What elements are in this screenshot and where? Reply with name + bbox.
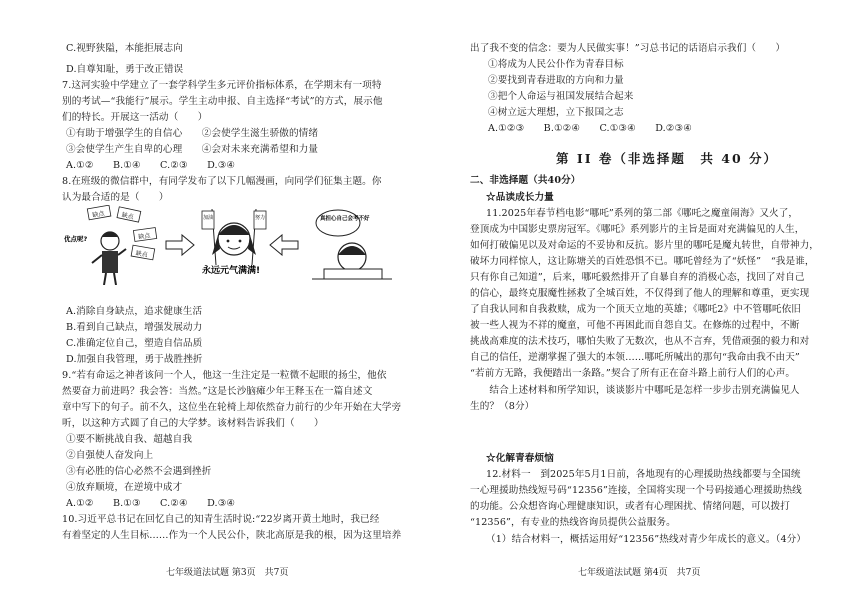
question-7-choices: A.①② B.①④ C.②③ D.③④	[66, 160, 236, 171]
arrow-right-icon	[166, 235, 194, 255]
topic-heading: ☆品读成长力量	[486, 192, 554, 203]
question-11-line: “若前方无路，我便踏出一条路。”契合了所有正在奋斗路上前行人们的心声。	[470, 368, 796, 379]
question-12-line: 一心理援助热线短号码“12356”连接，全国将实现一个号码接通心理援助热线	[470, 485, 802, 496]
thought-bubble-text	[320, 214, 370, 222]
question-11-line: 自己的信任，逆潮掌握了强大的本领……哪吒所喊出的那句“我命由我不由天”	[470, 352, 800, 363]
question-7-option: ③会使学生产生自卑的心理 ④会对未来充满希望和力量	[66, 144, 319, 155]
topic-heading: ☆化解青春烦恼	[486, 453, 554, 464]
question-12-subquestion: （1）结合材料一，概括运用好“12356”热线对青少年成长的意义。（4分）	[486, 534, 807, 545]
thought-bubble-text: 真担心自己会考不好	[320, 216, 370, 222]
question-8-option: D.加强自我管理，勇于战胜挫折	[66, 354, 203, 365]
comic-tag-text: 缺点	[135, 249, 149, 259]
question-11-prompt: 结合上述材料和所学知识，谈谈影片中哪吒是怎样一步步击别充满偏见人	[470, 385, 800, 396]
question-11-line: 的信心，最终克服魔性拯救了全城百姓，不仅得到了他人的理解和尊重，更实现	[470, 288, 810, 299]
question-7-line: 们的特长。开展这一活动（ ）	[62, 112, 208, 123]
comic-illustration	[62, 205, 407, 285]
question-8-line: 认为最合适的是（ ）	[62, 192, 169, 203]
question-8-option: C.准确定位自己，塑造自信品质	[66, 338, 203, 349]
question-8-option: A.消除自身缺点，追求健康生活	[66, 306, 203, 317]
question-7-line: 别的考试—“我能行”展示。学生主动申报、自主选择“考试”的方式，展示他	[62, 96, 383, 107]
question-10-line: 10.习近平总书记在回忆自己的知青生活时说:“22岁离开黄土地时，我已经	[62, 514, 380, 525]
question-9-choices: A.①② B.①③ C.②④ D.③④	[66, 498, 236, 509]
question-12-line: 12.材料一 到2025年5月1日前，各地现有的心理援助热线都要与全国统	[486, 469, 801, 480]
question-9-option: ②自强使人奋发向上	[66, 450, 154, 461]
question-10-option: ③把个人命运与祖国发展结合起来	[488, 91, 634, 102]
comic-tag-text: 缺点	[120, 211, 135, 221]
right-page-footer: 七年级道法试题 第4页 共7页	[578, 568, 701, 578]
question-8-line: 8.在班级的微信群中，有同学发布了以下几幅漫画，向同学们征集主题。你	[62, 176, 382, 187]
question-10-continued: 出了我不变的信念：要为人民做实事！”习总书记的话语启示我们（ ）	[470, 43, 786, 54]
section-subheading: 二、非选择题（共40分）	[470, 175, 581, 186]
question-9-line: 听，以这种方式圆了自己的大学梦。该材料告诉我们（ ）	[62, 418, 324, 429]
comic-caption: 永远元气满满!	[202, 266, 261, 276]
question-11-line: 11.2025年春节档电影“哪吒”系列的第二部《哪吒之魔童闹海》又火了，	[486, 208, 799, 219]
left-line: D.自尊知耻，勇于改正错误	[66, 64, 184, 75]
question-9-option: ③有必胜的信心必然不会遇到挫折	[66, 466, 212, 477]
question-11-line: 破坏力同样惊人，这让陈塘关的百姓恐惧不已。哪吒曾经为了“妖怪” “我是谁，	[470, 256, 815, 267]
question-10-option: ①将成为人民公仆作为青春目标	[488, 59, 624, 70]
question-11-line: 了自我认同和自我救赎，成为一个顶天立地的英雄；《哪吒2》中不管哪吒依旧	[470, 304, 801, 315]
arrow-left-icon	[270, 235, 298, 255]
left-page-footer: 七年级道法试题 第3页 共7页	[166, 568, 289, 578]
question-9-line: 章中写下的句子。前不久，这位坐在轮椅上却依然奋力前行的少年开始在大学旁	[62, 402, 402, 413]
flag-text-right: 努力	[255, 215, 266, 221]
question-11-line: 被一些人视为不祥的魔童，可他不再困此而自怨自艾。在修炼的过程中，不断	[470, 320, 800, 331]
comic-tag-text: 缺点	[137, 232, 151, 241]
question-9-option: ①要不断挑战自我、超越自我	[66, 434, 193, 445]
question-11-line: 如何打破偏见以及对命运的不妥协和反抗。影片里的哪吒是魔丸转世，自带神力，	[470, 240, 819, 251]
question-10-line: 有着坚定的人生目标……作为一个人民公仆，陕北高原是我的根，因为这里培养	[62, 530, 402, 541]
question-7-line: 7.这河实验中学建立了一套学科学生多元评价指标体系，在学期末有一项特	[62, 80, 382, 91]
question-10-option: ②要找到青春进取的方向和力量	[488, 75, 624, 86]
question-12-line: “12356”，有专业的热线咨询员提供公益服务。	[470, 517, 676, 528]
flag-text-left: 加油	[203, 215, 214, 221]
question-10-choices: A.①②③ B.①②④ C.①③④ D.②③④	[488, 123, 692, 134]
question-11-prompt: 生的？（8分）	[470, 401, 535, 412]
comic-speech-text: 优点呢?	[64, 235, 88, 243]
question-11-line: 挑战高难度的法术技巧，哪怕失败了无数次，也从不言弃，凭借顽强的毅力和对	[470, 336, 810, 347]
section-title: 第 II 卷（非选择题 共 40 分）	[556, 151, 778, 166]
question-12-line: 的功能。公众想咨询心理健康知识，或者有心理困扰、情绪问题，可以拨打	[470, 501, 790, 512]
person-figure-icon	[92, 232, 126, 285]
question-9-option: ④放弃顺境，在逆境中成才	[66, 482, 183, 493]
left-line: C.视野狭隘，本能拒展志向	[66, 43, 183, 54]
comic-tag-text: 缺点	[91, 210, 105, 220]
question-8-option: B.看到自己缺点，增强发展动力	[66, 322, 203, 333]
question-11-line: 登顶成为中国影史票房冠军。《哪吒》系列影片的主旨是面对充满偏见的人生，	[470, 224, 805, 235]
question-9-line: 然要奋力前进吗？我会答：当然。”这是长沙脑瘫少年王释玉在一篇自述文	[62, 386, 373, 397]
question-10-option: ④树立远大理想，立下报国之志	[488, 107, 624, 118]
question-11-line: 只有你自己知道”，后来，哪吒毅然排开了自暴自弃的消极心态，找回了对自己	[470, 272, 805, 283]
question-9-line: 9.“若有命运之神者该问一个人，他这一生注定是一粒微不起眼的扬尘，他依	[62, 370, 387, 381]
question-7-option: ①有助于增强学生的自信心 ②会使学生滋生骄傲的情绪	[66, 128, 319, 139]
